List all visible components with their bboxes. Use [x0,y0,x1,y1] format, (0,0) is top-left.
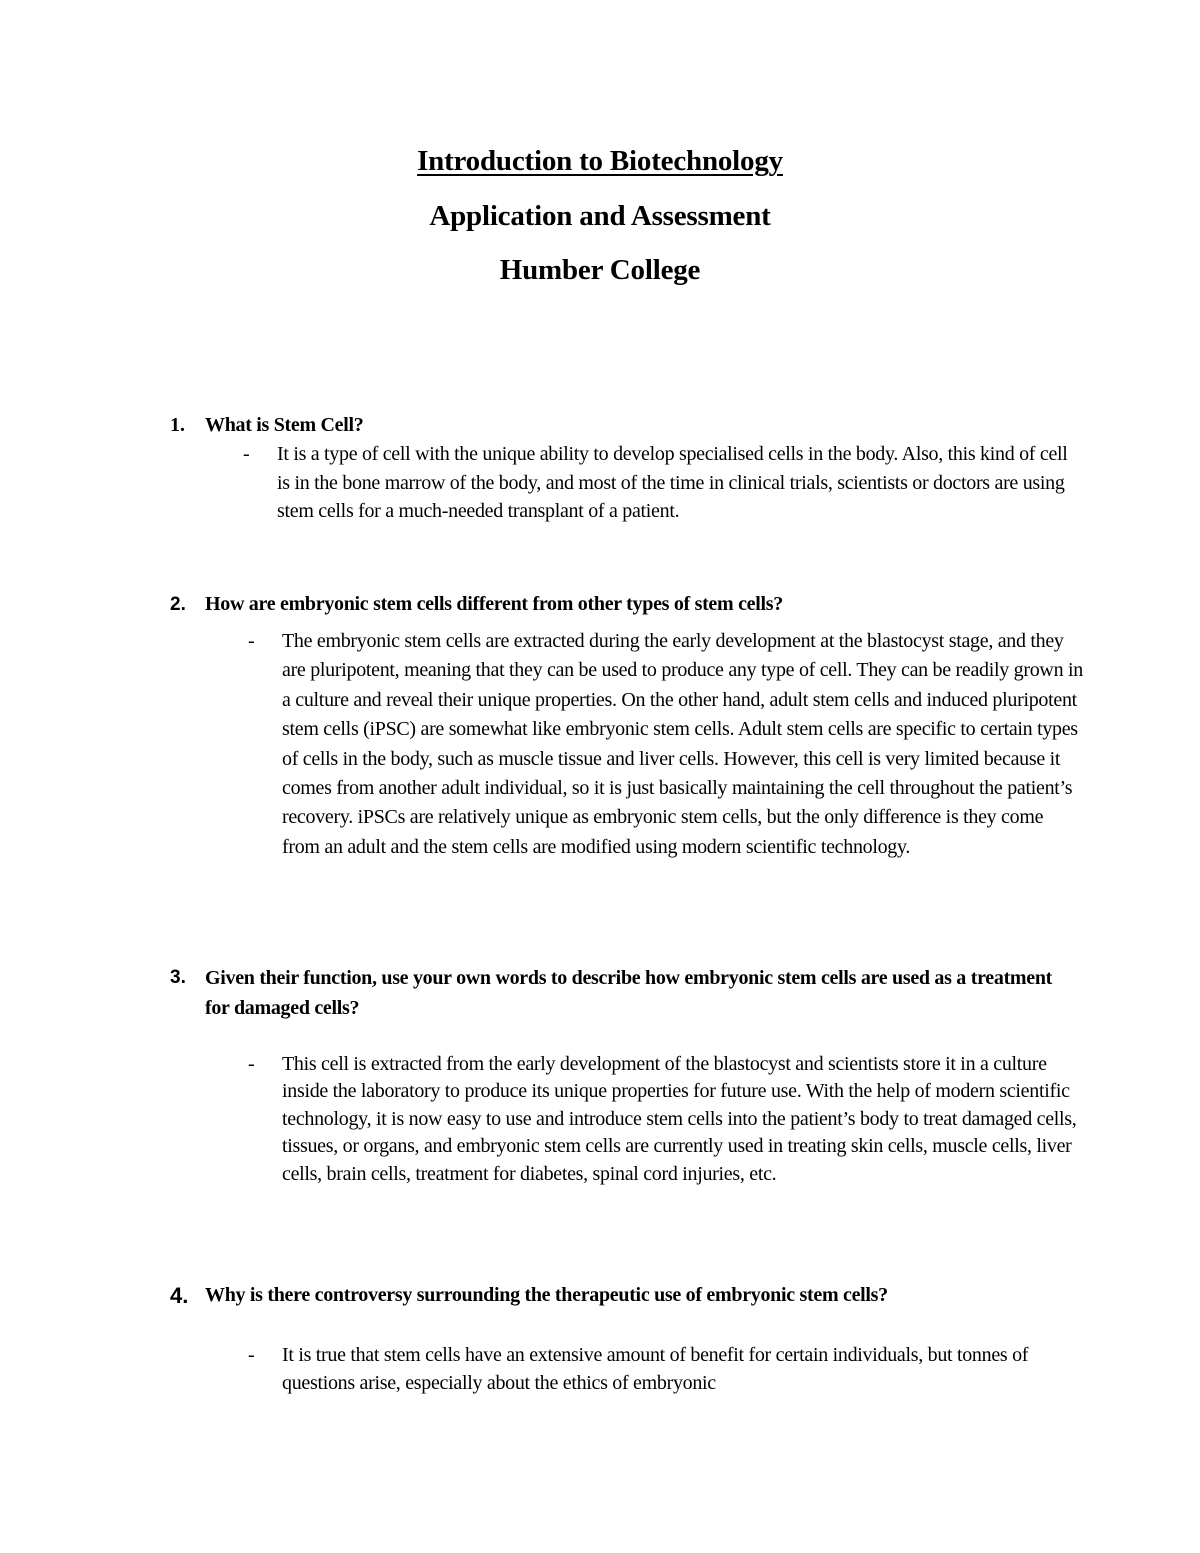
institution-name: Humber College [499,254,701,286]
question-1 [170,411,1070,440]
question-text: Given their function, use your own words to describe how embryonic stem cells are used as a treatment for damaged cells? [205,967,1053,1019]
answer-1 [243,440,1073,526]
question-text: What is Stem Cell? [205,414,364,436]
answer-4 [248,1341,1083,1397]
question-number: 2. [170,594,186,615]
document-subtitle: Application and Assessment [429,200,771,232]
bullet-dash: - [248,630,255,652]
answer-text: The embryonic stem cells are extracted during the early development at the blastocyst stage, and they are pluripotent, meaning that they can be used to produce any type of cell. They can be readily grown in a culture and reveal their unique properties. On the other hand, adult stem cells and induced pluripotent stem cells (iPSC) are somewhat like embryonic stem cells. Adult stem cells are specific to certain types of cells in the body, such as muscle tissue and liver cells. However, this cell is very limited because it comes from another adult individual, so it is just basically maintaining the cell throughout the patient’s recovery. iPSCs are relatively unique as embryonic stem cells, but the only difference is they come from an adult and the stem cells are modified using modern scientific technology. [282,630,1083,858]
question-number: 4. [170,1283,189,1308]
question-3 [170,963,1070,1023]
question-number: 1. [170,414,185,436]
bullet-dash: - [248,1053,255,1075]
course-title-text: Introduction to Biotechnology [417,145,783,177]
question-4 [170,1281,1070,1310]
bullet-dash: - [243,443,250,465]
question-text: How are embryonic stem cells different from other types of stem cells? [205,593,783,615]
answer-text: This cell is extracted from the early development of the blastocyst and scientists store it in a culture inside the laboratory to produce its unique properties for future use. With the help of modern scientific technology, it is now easy to use and introduce stem cells into the patient’s body to treat damaged cells, tissues, or organs, and embryonic stem cells are currently used in treating skin cells, muscle cells, liver cells, brain cells, treatment for diabetes, spinal cord injuries, etc. [282,1053,1077,1185]
bullet-dash: - [248,1344,255,1366]
answer-3 [248,1051,1083,1188]
question-number: 3. [170,967,186,988]
answer-text: It is true that stem cells have an extensive amount of benefit for certain individuals, but tonnes of questions arise, especially about the ethics of embryonic [282,1344,1029,1394]
course-title [0,144,1200,178]
question-text: Why is there controversy surrounding the therapeutic use of embryonic stem cells? [205,1284,888,1306]
answer-text: It is a type of cell with the unique ability to develop specialised cells in the body. Also, this kind of cell is in the bone marrow of the body, and most of the time in clinical trials, scientists or doctors are using stem cells for a much-needed transplant of a patient. [277,443,1068,522]
answer-2 [248,627,1083,862]
question-2 [170,590,1070,619]
